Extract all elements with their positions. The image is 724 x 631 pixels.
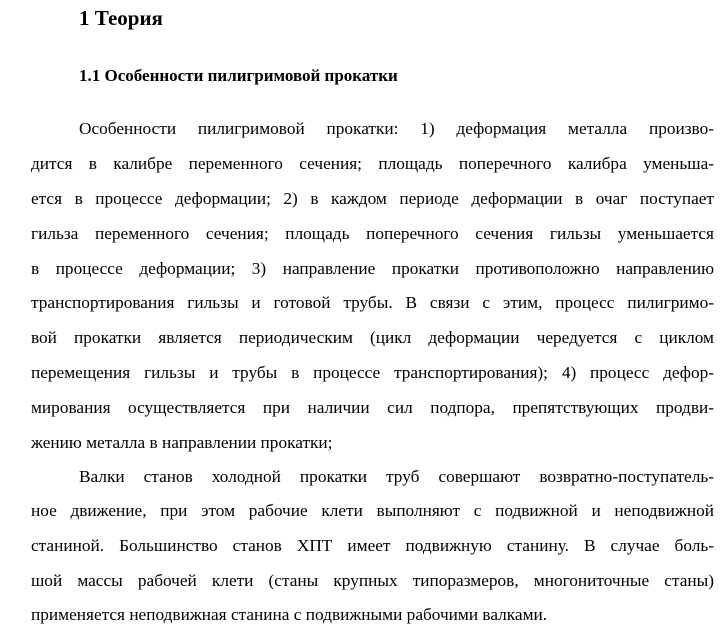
paragraph-line: ется в процессе деформации; 2) в каждом периоде деформации в очаг поступает [31,189,714,208]
paragraph-line: применяется неподвижная станина с подвижными рабочими валками. [31,605,548,624]
paragraph-line: жению металла в направлении прокатки; [31,433,333,452]
paragraph-line: гильза переменного сечения; площадь поперечного сечения гильзы уменьшается [31,224,714,243]
paragraph-line: ное движение, при этом рабочие клети выполняют с подвижной и неподвижной [31,501,714,520]
paragraph-line: дится в калибре переменного сечения; площадь поперечного калибра уменьша- [31,154,714,173]
paragraph-line: Валки станов холодной прокатки труб совершают возвратно-поступатель- [79,467,714,486]
paragraph-line: в процессе деформации; 3) направление прокатки противоположно направлению [31,259,714,278]
paragraph-line: перемещения гильзы и трубы в процессе транспортирования); 4) процесс дефор- [31,363,714,382]
paragraph-line: мирования осуществляется при наличии сил подпора, препятствующих продви- [31,398,714,417]
paragraph-line: шой массы рабочей клети (станы крупных типоразмеров, многониточные станы) [31,571,714,590]
paragraph-line: транспортирования гильзы и готовой трубы. В связи с этим, процесс пилигримо- [31,293,714,312]
paragraph-line: вой прокатки является периодическим (цикл деформации чередуется с циклом [31,328,714,347]
section-heading: 1 Теория [79,6,163,30]
paragraph-line: станиной. Большинство станов ХПТ имеет подвижную станину. В случае боль- [31,536,714,555]
paragraph-line: Особенности пилигримовой прокатки: 1) деформация металла произво- [79,119,714,138]
subsection-heading: 1.1 Особенности пилигримовой прокатки [79,66,398,85]
